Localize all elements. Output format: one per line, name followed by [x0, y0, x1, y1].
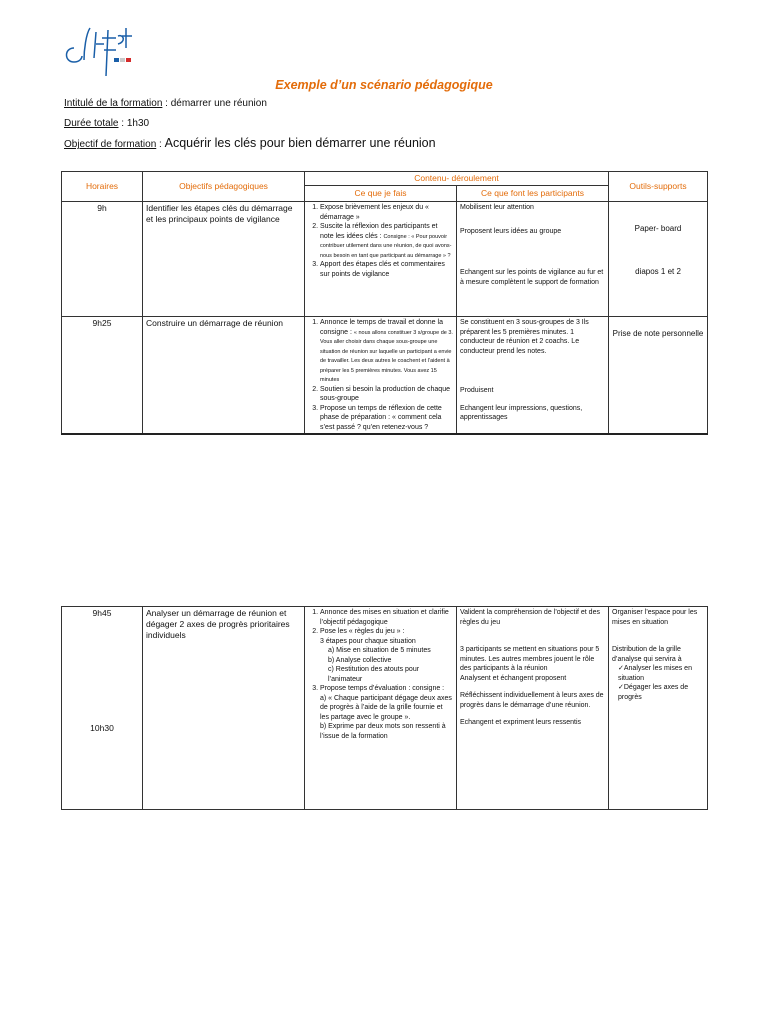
cnfpt-logo	[60, 14, 142, 78]
header-outils: Outils-supports	[609, 172, 708, 202]
row-outils	[609, 607, 708, 810]
tool-text: Prise de note personnelle	[612, 329, 704, 338]
formation-value: : démarrer une réunion	[162, 98, 267, 109]
participants-text: Analysent et échangent proposent	[460, 674, 567, 682]
duree-value: : 1h30	[118, 118, 150, 129]
row-time: 9h	[62, 202, 143, 317]
row-time: 9h25	[62, 317, 143, 435]
item-text: Pose les « règles du jeu » :	[320, 628, 405, 635]
participants-text: Réfléchissent individuellement à leurs axes de progrès dans le démarrage d’une réunion.	[460, 692, 604, 709]
table-row	[62, 317, 708, 435]
table-row	[62, 202, 708, 317]
check-item: ✓ Dégager les axes de progrès	[618, 683, 704, 702]
formation-label: Intitulé de la formation	[64, 98, 163, 109]
time-start: 9h45	[92, 608, 112, 618]
item-subtitle: 3 étapes pour chaque situation	[320, 637, 416, 645]
header-contenu: Contenu- déroulement	[305, 172, 609, 186]
sub-item: b) Exprime par deux mots son ressenti à l’issue de la formation	[320, 723, 446, 740]
header-horaires: Horaires	[62, 172, 143, 202]
participants-text: Echangent et expriment leurs ressentis	[460, 719, 582, 726]
formation-line	[64, 98, 267, 109]
scenario-table-1	[61, 171, 708, 435]
item-consigne: « nous allons constituer 3 s/groupe de 3. Vous aller choisir dans chaque sous-groupe une situation de réunion sur laquelle un participant a envie de travailler. Les deux autres le coachent et l’aident à préparer les 5 premières minutes. Vous avez 15 minutes	[320, 329, 453, 383]
table-row	[62, 607, 708, 810]
document-title: Exemple d’un scénario pédagogique	[275, 78, 493, 92]
objectif-line	[64, 136, 436, 150]
participants-text: Echangent leur impressions, questions, apprentissages	[460, 404, 583, 421]
objectif-value: Acquérir les clés pour bien démarrer une réunion	[164, 136, 436, 150]
objectif-label: Objectif de formation	[64, 139, 157, 150]
sub-item: c) Restitution des atouts pour l’animateur	[328, 666, 420, 683]
list-item: 2. Soutien si besoin la production de chaque sous-groupe	[320, 385, 453, 404]
tool-text: Organiser l’espace pour les mises en situation	[612, 609, 698, 626]
header-participants: Ce que font les participants	[457, 186, 609, 202]
list-item	[320, 627, 453, 684]
item-text: Propose temps d’évaluation : consigne :	[320, 685, 445, 692]
sub-item: a) Mise en situation de 5 minutes	[328, 647, 431, 654]
list-item: 3. Propose un temps de réflexion de cette phase de préparation : « comment cela s’est passé ? qu’en retenez-vous ?	[320, 404, 453, 433]
participants-text: Produisent	[460, 387, 494, 394]
item-consigne: Consigne : « Pour pouvoir contribuer utilement dans une réunion, de quoi avons-nous besoin en tant que participant au démarrage » ?	[320, 233, 452, 259]
objectif-sep: :	[156, 139, 165, 150]
participants-text: Mobilisent leur attention	[460, 204, 534, 211]
row-outils	[609, 317, 708, 435]
row-time	[62, 607, 143, 810]
row-je-fais	[305, 202, 457, 317]
row-participants	[457, 607, 609, 810]
item-text: Suscite la réflexion des participants et note les idées clés :	[320, 223, 438, 240]
row-objectif: Construire un démarrage de réunion	[143, 317, 305, 435]
participants-text: Echangent sur les points de vigilance au fur et à mesure complètent le support de formation	[460, 269, 604, 286]
check-item: ✓ Analyser les mises en situation	[618, 664, 704, 683]
tool-checklist	[612, 664, 704, 702]
tool-text: Distribution de la grille d’analyse qui servira à	[612, 646, 682, 663]
participants-text: Se constituent en 3 sous-groupes de 3 Ils préparent les 5 premières minutes. 1 conducteur de réunion et 2 coachs. Le conducteur prend les notes.	[460, 319, 589, 355]
tool-text: Paper- board	[634, 224, 682, 233]
row-objectif: Analyser un démarrage de réunion et dégager 2 axes de progrès prioritaires individuels	[143, 607, 305, 810]
duree-label: Durée totale	[64, 118, 119, 129]
time-end: 10h30	[90, 723, 114, 733]
list-item	[320, 318, 453, 385]
list-item	[320, 684, 453, 741]
sub-item: b) Analyse collective	[328, 656, 392, 664]
header-objectifs: Objectifs pédagogiques	[143, 172, 305, 202]
list-item: 1. Annonce des mises en situation et clarifie l’objectif pédagogique	[320, 608, 453, 627]
list-item: 3. Apport des étapes clés et commentaires sur points de vigilance	[320, 260, 453, 279]
participants-text: 3 participants se mettent en situations pour 5 minutes. Les autres membres jouent le rôle des participants à la réunion	[460, 646, 600, 672]
participants-text: Proposent leurs idées au groupe	[460, 227, 562, 235]
row-outils	[609, 202, 708, 317]
scenario-table-2	[61, 606, 708, 810]
row-je-fais	[305, 317, 457, 435]
row-objectif: Identifier les étapes clés du démarrage et les principaux points de vigilance	[143, 202, 305, 317]
participants-text: Valident la compréhension de l’objectif et des règles du jeu	[460, 609, 600, 626]
tool-text: diapos 1 et 2	[635, 267, 681, 276]
header-je-fais: Ce que je fais	[305, 186, 457, 202]
row-je-fais	[305, 607, 457, 810]
row-participants	[457, 202, 609, 317]
list-item	[320, 222, 453, 260]
list-item: 1. Expose brièvement les enjeux du « démarrage »	[320, 203, 453, 222]
item-text: Annonce le temps de travail et donne la consigne :	[320, 319, 443, 336]
duree-line	[64, 118, 149, 129]
sub-item: a) « Chaque participant dégage deux axes de progrès à l’aide de la grille fournie et les partage avec le groupe ».	[320, 694, 452, 721]
row-participants	[457, 317, 609, 435]
